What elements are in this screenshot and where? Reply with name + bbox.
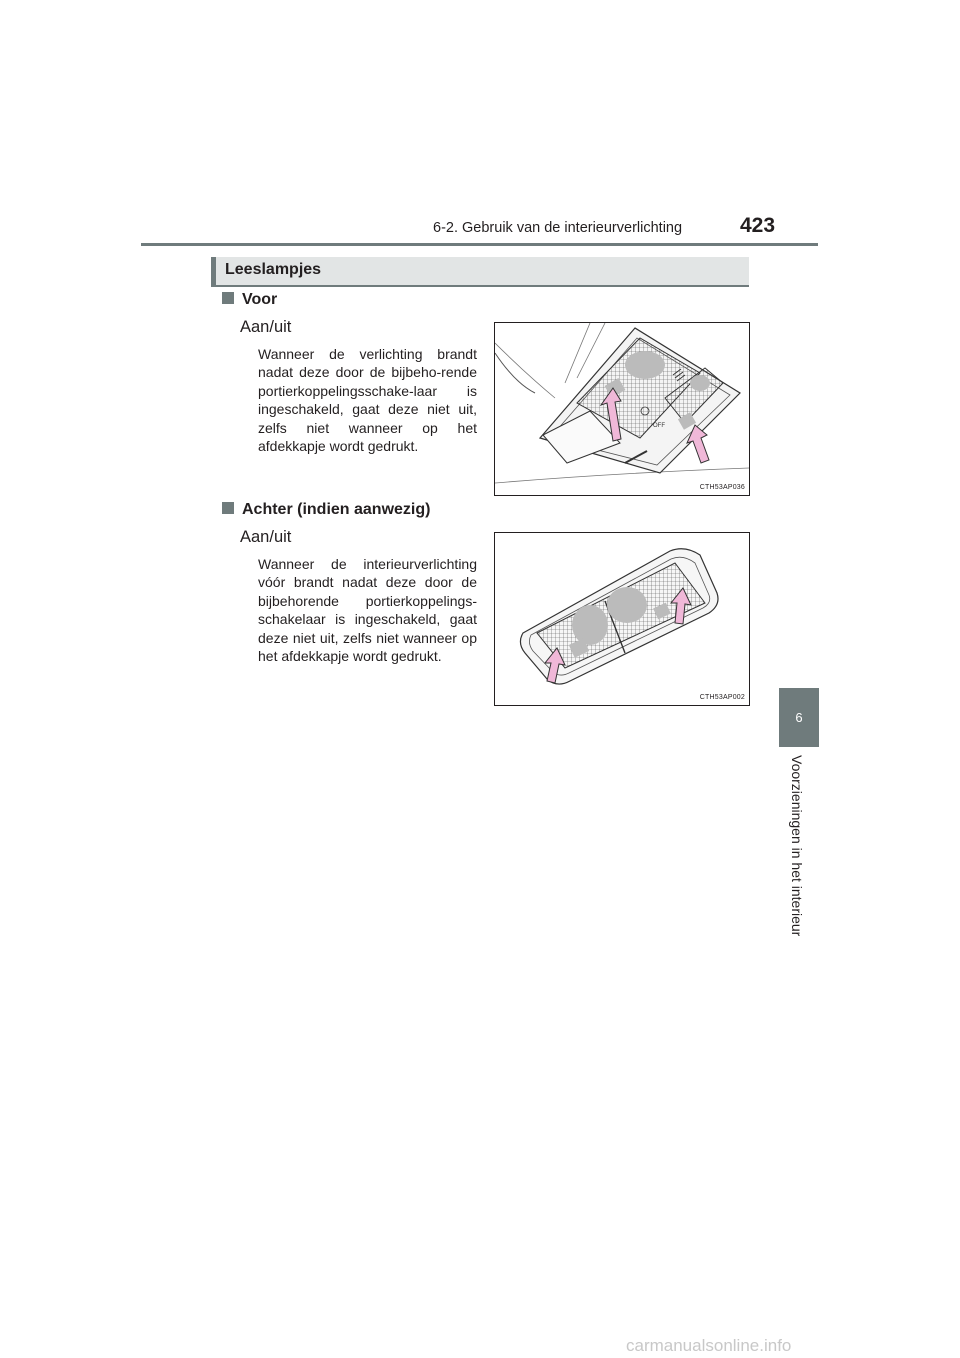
front-figure [494,322,750,496]
rear-figure-code: CTH53AP002 [699,694,745,701]
front-figure-code: CTH53AP036 [699,484,745,491]
front-figure-off-label: OFF [653,423,665,429]
rear-figure [494,532,750,706]
header-rule [141,243,818,246]
rear-heading [222,501,430,519]
section-rule [211,285,749,287]
front-heading [222,291,277,309]
rear-label: Aan/uit [240,528,292,546]
section-title: Leeslampjes [225,261,322,278]
section-accent [211,257,216,285]
chapter-tab: 6 [779,688,819,747]
chapter-side-label [772,755,822,955]
square-bullet-icon [222,292,234,304]
square-bullet-icon [222,502,234,514]
rear-heading-text: Achter (indien aanwezig) [242,501,431,518]
front-reading-lamp-illustration [495,323,749,495]
header-section-title: 6-2. Gebruik van de interieurverlichting [433,220,683,236]
rear-reading-lamp-illustration [495,533,749,705]
front-description: Wanneer de verlichting brandt nadat deze door de bijbeho-rende portierkoppelingsschake-laar is ingeschakeld, gaat deze niet uit, zelfs niet wanneer op het afdekkapje wordt gedrukt. [258,346,477,455]
front-label: Aan/uit [240,318,292,336]
section-heading-bar [211,257,749,285]
chapter-title: Voorzieningen in het interieur [789,755,805,937]
rear-description: Wanneer de interieurverlichting vóór brandt nadat deze door de bijbehorende portierkoppelings-schakelaar is ingeschakeld, gaat deze niet uit, zelfs niet wanneer op het afdekkapje wordt gedrukt. [258,556,477,665]
page-number: 423 [740,214,776,237]
front-heading-text: Voor [242,291,278,308]
watermark: carmanualsonline.info [626,1336,792,1355]
